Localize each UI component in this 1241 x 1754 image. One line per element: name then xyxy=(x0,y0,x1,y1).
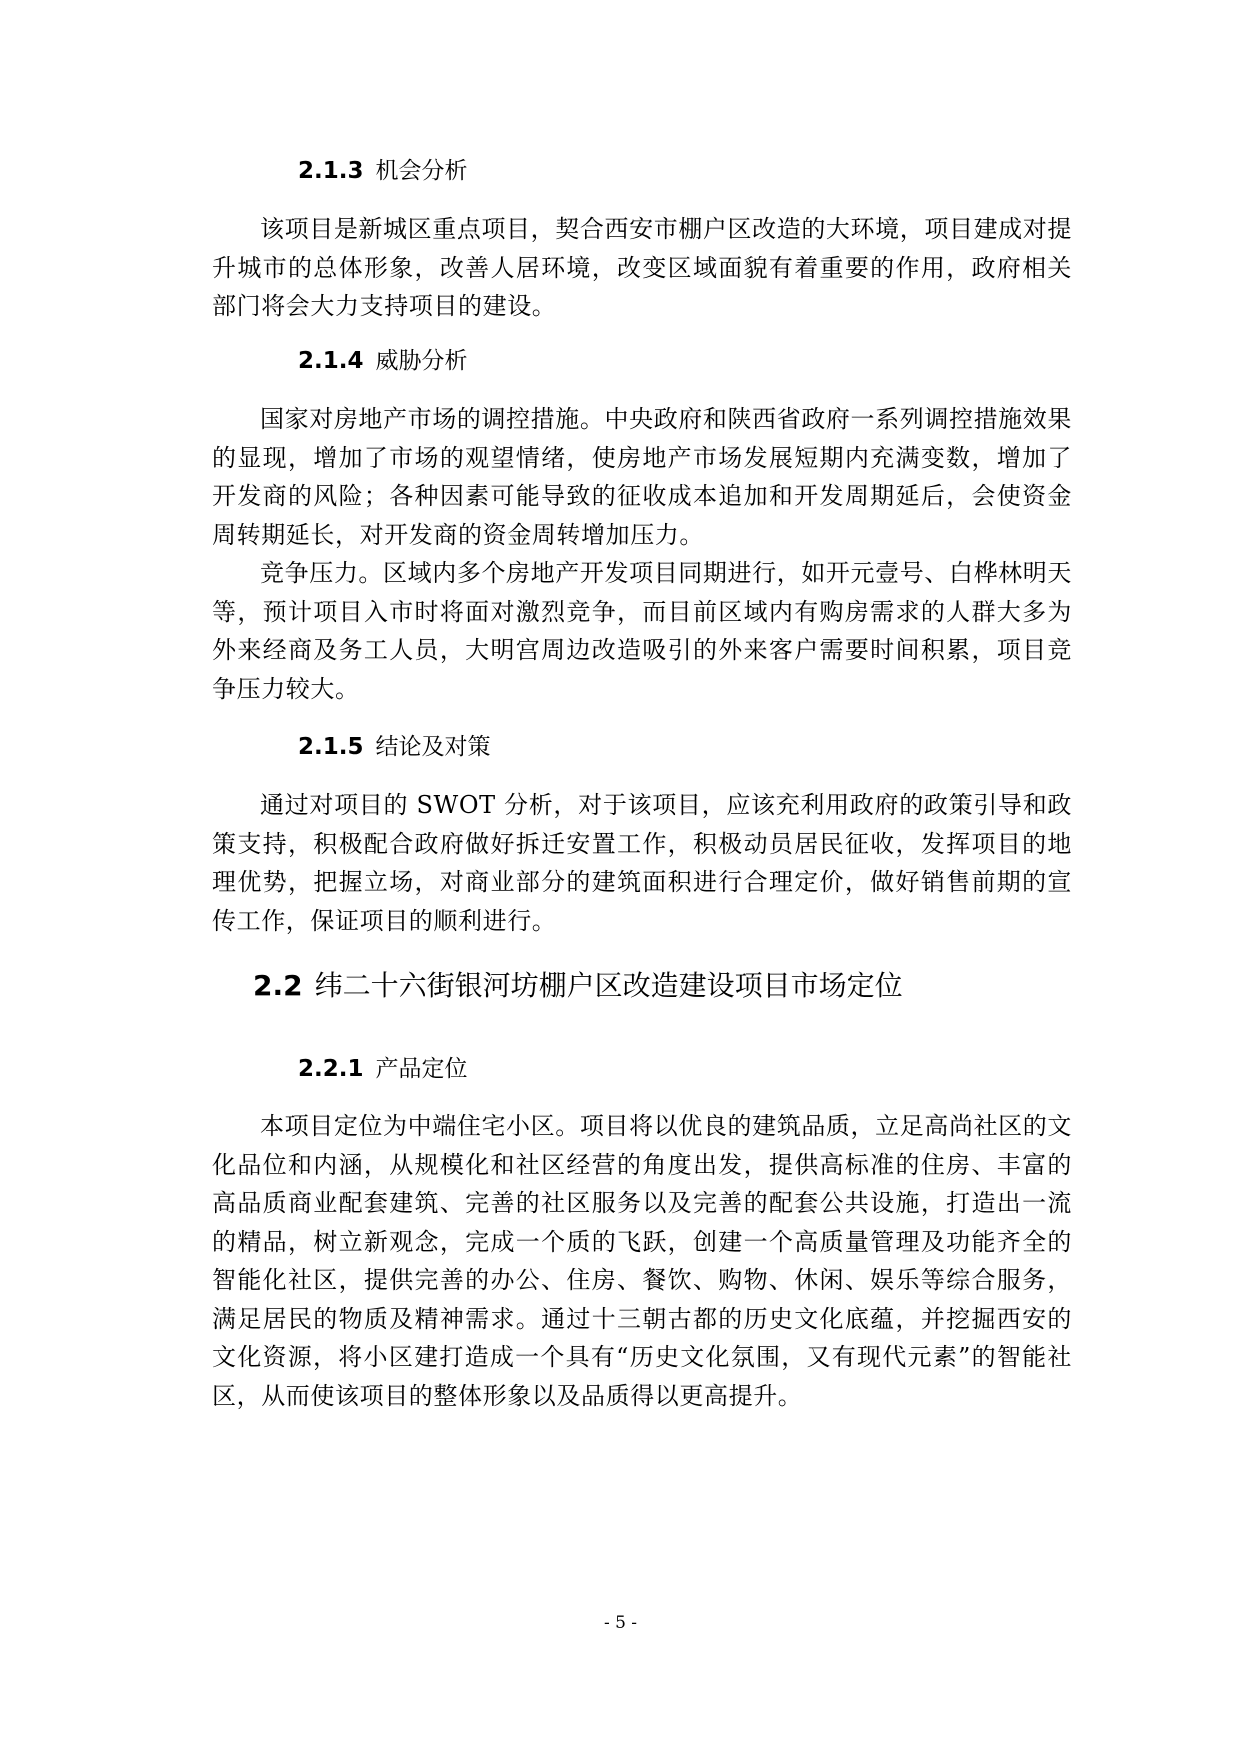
heading-2-1-3 xyxy=(298,156,468,186)
heading-2-2-1 xyxy=(298,1054,468,1084)
heading-title: 结论及对策 xyxy=(375,734,491,760)
heading-number: 2.1.4 xyxy=(298,348,364,374)
heading-title: 机会分析 xyxy=(375,158,468,184)
paragraph-product-positioning: 本项目定位为中端住宅小区。项目将以优良的建筑品质，立足高尚社区的文化品位和内涵，从规模化和社区经营的角度出发，提供高标准的住房、丰富的高品质商业配套建筑、完善的社区服务以及完善的配套公共设施，打造出一流的精品，树立新观念，完成一个质的飞跃，创建一个高质量管理及功能齐全的智能化社区，提供完善的办公、住房、餐饮、购物、休闲、娱乐等综合服务，满足居民的物质及精神需求。通过十三朝古都的历史文化底蕴，并挖掘西安的文化资源，将小区建打造成一个具有“历史文化氛围，又有现代元素”的智能社区，从而使该项目的整体形象以及品质得以更高提升。 xyxy=(212,1112,1072,1410)
paragraph-competition: 竞争压力。区域内多个房地产开发项目同期进行，如开元壹号、白桦林明天等，预计项目入市时将面对激烈竞争，而目前区域内有购房需求的人群大多为外来经商及务工人员，大明宫周边改造吸引的外来客户需要时间积累，项目竞争压力较大。 xyxy=(212,559,1072,703)
heading-number: 2.2 xyxy=(253,969,303,1002)
heading-title: 产品定位 xyxy=(375,1056,468,1082)
heading-title: 威胁分析 xyxy=(375,348,468,374)
heading-title: 纬二十六街银河坊棚户区改造建设项目市场定位 xyxy=(314,969,903,1002)
heading-2-1-4 xyxy=(298,346,468,376)
heading-2-1-5 xyxy=(298,732,491,762)
paragraph-regulation: 国家对房地产市场的调控措施。中央政府和陕西省政府一系列调控措施效果的显现，增加了市场的观望情绪，使房地产市场发展短期内充满变数，增加了开发商的风险；各种因素可能导致的征收成本追加和开发周期延后，会使资金周转期延长，对开发商的资金周转增加压力。 xyxy=(212,405,1072,549)
heading-number: 2.2.1 xyxy=(298,1056,364,1082)
paragraph-conclusion: 通过对项目的 SWOT 分析，对于该项目，应该充利用政府的政策引导和政策支持，积极配合政府做好拆迁安置工作，积极动员居民征收，发挥项目的地理优势，把握立场，对商业部分的建筑面积进行合理定价，做好销售前期的宣传工作，保证项目的顺利进行。 xyxy=(212,791,1072,935)
heading-number: 2.1.3 xyxy=(298,158,364,184)
paragraph-opportunity: 该项目是新城区重点项目，契合西安市棚户区改造的大环境，项目建成对提升城市的总体形象，改善人居环境，改变区域面貌有着重要的作用，政府相关部门将会大力支持项目的建设。 xyxy=(212,215,1072,320)
heading-number: 2.1.5 xyxy=(298,734,364,760)
heading-2-2 xyxy=(253,968,903,1004)
page-number: - 5 - xyxy=(603,1613,638,1633)
